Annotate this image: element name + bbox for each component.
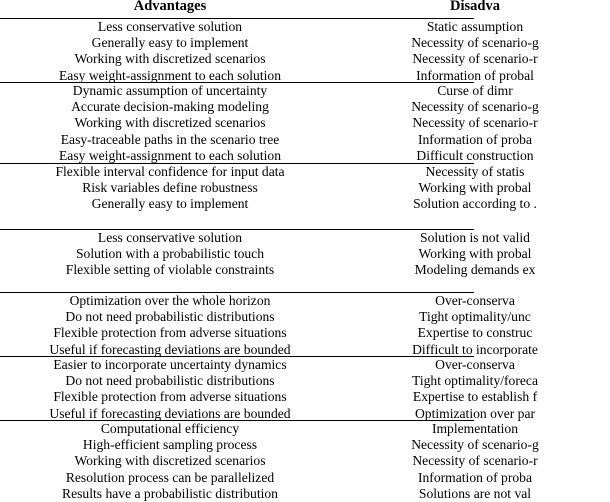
disadvantage-item: Necessity of scenario-r (412, 115, 538, 131)
disadvantage-item: Working with probal (418, 246, 532, 262)
advantage-item: Easy weight-assignment to each solution (59, 67, 281, 83)
advantage-item: Flexible interval confidence for input data (55, 164, 285, 179)
disadvantage-item: Implementation (431, 421, 519, 436)
disadvantage-item: Information of probal (416, 67, 534, 83)
disadvantage-item: Difficult to incorporate (412, 341, 538, 357)
advantage-item: Dynamic assumption of uncertainty (72, 83, 268, 98)
advantage-item: Computational efficiency (100, 421, 240, 436)
advantage-item: Working with discretized scenarios (74, 453, 266, 469)
disadvantage-item: Static assumption (426, 19, 524, 34)
advantage-item: Less conservative solution (97, 19, 243, 34)
disadvantage-item: Curse of dimr (437, 83, 513, 98)
advantage-item: Flexible protection from adverse situations (53, 325, 287, 341)
advantage-item: Do not need probabilistic distributions (65, 309, 275, 325)
disadvantage-item: Expertise to establish f (412, 389, 538, 405)
disadvantage-item: Information of proba (417, 469, 532, 485)
disadvantage-item: Information of proba (417, 131, 532, 147)
disadvantage-item: Necessity of scenario-g (411, 99, 539, 115)
disadvantage-item: Solutions are not val (418, 485, 532, 501)
advantage-item: Accurate decision-making modeling (71, 99, 269, 115)
disadvantage-item: Over-conserva (435, 293, 515, 308)
disadvantage-item: Necessity of statis (425, 164, 525, 179)
advantage-item: Generally easy to implement (91, 35, 249, 51)
disadvantage-item: Over-conserva (435, 357, 515, 372)
disadvantage-item: Expertise to construc (417, 325, 533, 341)
advantage-item: Resolution process can be parallelized (65, 469, 275, 485)
disadvantage-item: Modeling demands ex (414, 262, 536, 278)
disadvantage-item: Solution is not valid (420, 230, 530, 245)
disadvantage-item: Necessity of scenario-g (411, 35, 539, 51)
disadvantage-item: Necessity of scenario-r (412, 51, 538, 67)
advantage-item: Easy-traceable paths in the scenario tree (60, 131, 280, 147)
advantage-item: Results have a probabilistic distribution (62, 485, 278, 501)
header-disadvantages: Disadva (450, 0, 500, 14)
disadvantage-item: Difficult construction (416, 147, 534, 163)
advantage-item: Working with discretized scenarios (74, 115, 266, 131)
disadvantage-item: Solution according to . (413, 196, 537, 212)
advantage-item: Working with discretized scenarios (74, 51, 266, 67)
advantage-item: High-efficient sampling process (82, 437, 258, 453)
disadvantage-item: Working with probal (418, 180, 532, 196)
advantage-item: Flexible protection from adverse situations (53, 389, 287, 405)
advantage-item: Less conservative solution (97, 230, 243, 245)
advantage-item: Do not need probabilistic distributions (65, 373, 275, 389)
disadvantage-item: Optimization over par (414, 405, 536, 421)
advantage-item: Solution with a probabilistic touch (75, 246, 265, 262)
disadvantage-item: Tight optimality/unc (419, 309, 531, 325)
advantage-item: Risk variables define robustness (82, 180, 258, 196)
advantage-item: Useful if forecasting deviations are bounded (49, 341, 291, 357)
advantage-item: Generally easy to implement (91, 196, 249, 212)
disadvantage-item: Necessity of scenario-g (411, 437, 539, 453)
advantage-item: Useful if forecasting deviations are bounded (49, 405, 291, 421)
advantage-item: Easy weight-assignment to each solution (59, 147, 281, 163)
advantage-item: Flexible setting of violable constraints (65, 262, 275, 278)
advantage-item: Easier to incorporate uncertainty dynamics (53, 357, 287, 372)
table-header (0, 0, 500, 18)
header-advantages: Advantages (133, 0, 207, 14)
disadvantage-item: Tight optimality/foreca (412, 373, 538, 389)
advantage-item: Optimization over the whole horizon (69, 293, 271, 308)
disadvantage-item: Necessity of scenario-r (412, 453, 538, 469)
